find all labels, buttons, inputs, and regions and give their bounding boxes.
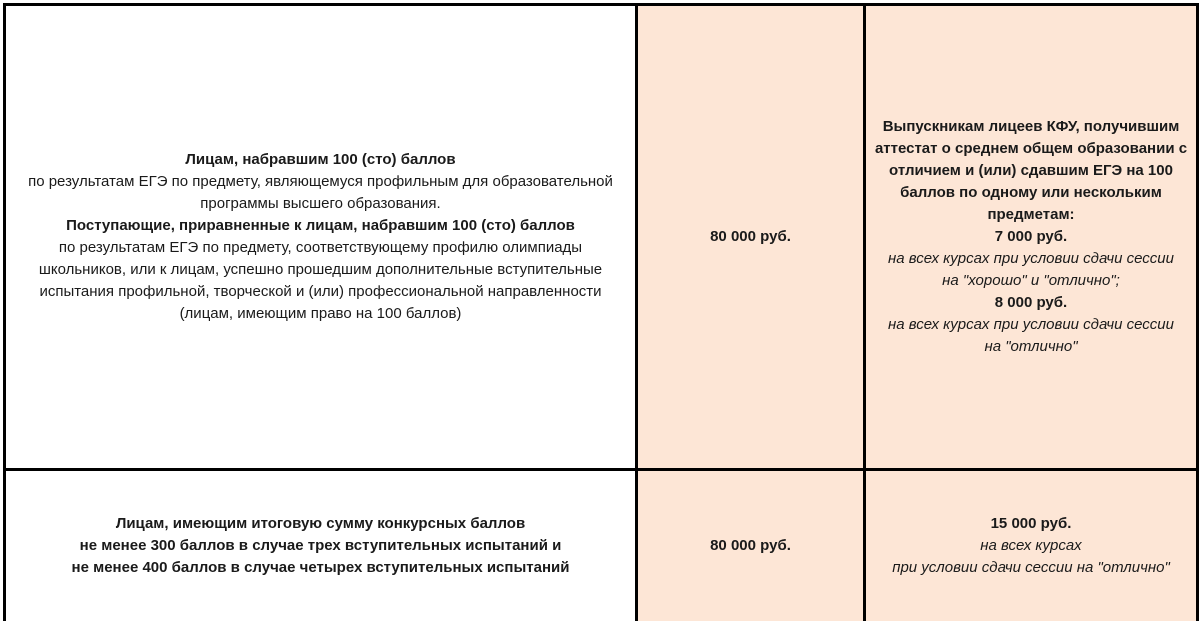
tier-1-condition: на всех курсах при условии сдачи сессии (888, 250, 1174, 267)
recipient-amount: 15 000 руб. (990, 515, 1072, 532)
amount-cell (637, 470, 865, 622)
condition-line-2: не менее 300 баллов в случае трех вступительных испытаний и (79, 537, 562, 554)
tier-1-grade: на "хорошо" и "отлично"; (942, 272, 1120, 289)
recipient-condition: на всех курсах (980, 537, 1082, 554)
recipient-cell (865, 5, 1198, 470)
tier-2-amount: 8 000 руб. (994, 294, 1068, 311)
recipient-intro: Выпускникам лицеев КФУ, получившим аттестат о среднем общем образовании с отличием и (или) сдавшим ЕГЭ на 100 баллов по одному или нескольким предметам: (874, 118, 1188, 223)
table-row (5, 5, 1198, 470)
condition-cell (5, 5, 637, 470)
condition-lead-text: по результатам ЕГЭ по предмету, являющемуся профильным для образовательной программы высшего образования. (28, 173, 613, 212)
scholarship-table (3, 3, 1199, 621)
condition-second-text: по результатам ЕГЭ по предмету, соответствующему профилю олимпиады школьников, или к лицам, успешно прошедшим дополнительные вступительные испытания профильной, творческой и (или) профессиональной направленности (лицам, имеющим право на 100 баллов) (38, 239, 603, 322)
amount-value: 80 000 руб. (710, 537, 791, 554)
recipient-cell (865, 470, 1198, 622)
tier-2-grade: на "отлично" (984, 338, 1078, 355)
condition-line-3: не менее 400 баллов в случае четырех вступительных испытаний (71, 559, 570, 576)
condition-lead: Лицам, имеющим итоговую сумму конкурсных баллов (115, 515, 526, 532)
amount-cell (637, 5, 865, 470)
recipient-grade: при условии сдачи сессии на "отлично" (892, 559, 1170, 576)
tier-2-condition: на всех курсах при условии сдачи сессии (888, 316, 1174, 333)
condition-lead: Лицам, набравшим 100 (сто) баллов (185, 151, 456, 168)
amount-value: 80 000 руб. (710, 228, 791, 245)
condition-cell (5, 470, 637, 622)
condition-second: Поступающие, приравненные к лицам, набравшим 100 (сто) баллов (66, 217, 575, 234)
table-row (5, 470, 1198, 622)
tier-1-amount: 7 000 руб. (994, 228, 1068, 245)
